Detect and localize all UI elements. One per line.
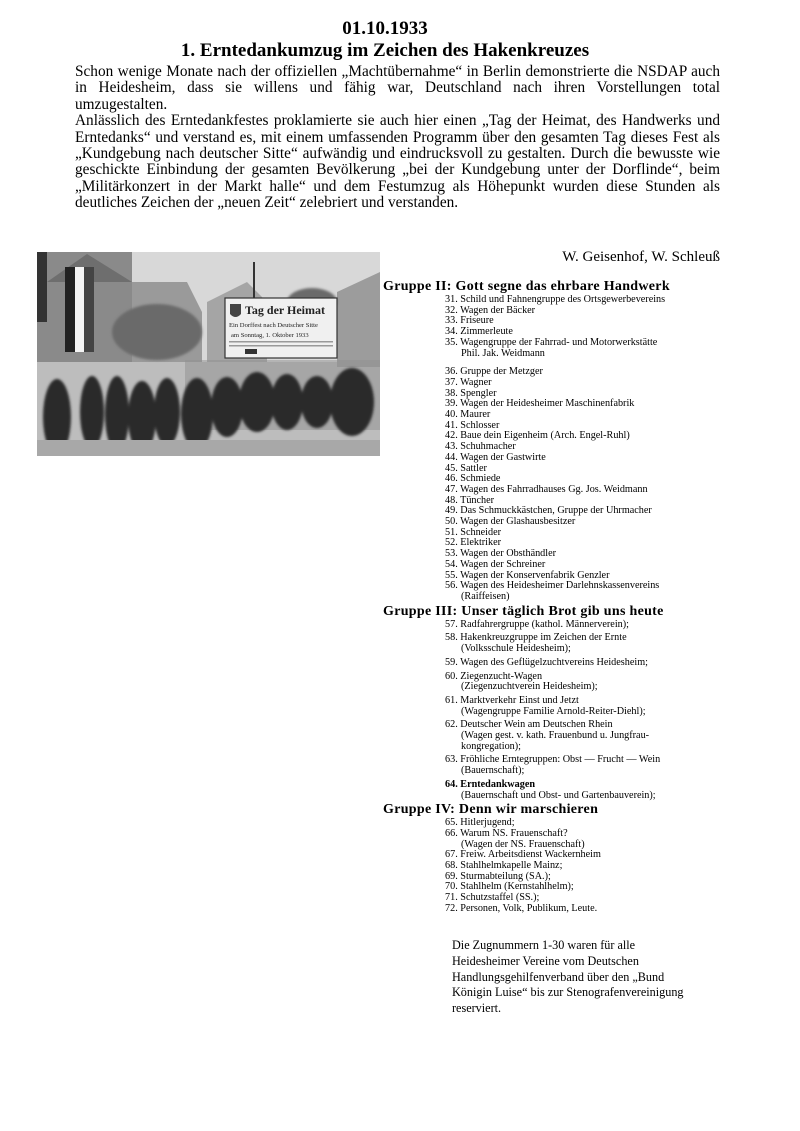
- program-item: 72. Personen, Volk, Publikum, Leute.: [445, 902, 598, 914]
- program-item: 47. Wagen des Fahrradhauses Gg. Jos. Weidmann: [445, 483, 648, 495]
- program-item: 42. Baue dein Eigenheim (Arch. Engel-Ruhl): [445, 430, 630, 442]
- program-item: 63. Fröhliche Erntegruppen: Obst — Frucht — Wein: [445, 754, 661, 766]
- program-item-detail: (Raiffeisen): [461, 590, 510, 602]
- program-item: 67. Freiw. Arbeitsdienst Wackernheim: [445, 849, 601, 861]
- program-item: 60. Ziegenzucht-Wagen: [445, 670, 543, 682]
- program-item: 44. Wagen der Gastwirte: [445, 451, 546, 463]
- program-item: 64. Erntedankwagen: [445, 778, 536, 790]
- program-item-detail: (Bauernschaft);: [461, 765, 525, 777]
- paragraph: Anlässlich des Erntedankfestes proklamierte sie auch hier einen „Tag der Heimat, des Handwerks und Erntedanks“ und verstand es, mit einem umfassenden Programm über den gesamten Tag dieses Fest als „Kundgebung nach deutscher Sitte“ aufwändig und eindrucksvoll zu gestalten. Durch die bewusste wie geschickte Einbindung der gesamten Bevölkerung „bei der Kundgebung unter der Dorflinde“, beim „Militärkonzert in der Markt halle“ und dem Festumzug als Höhepunkt wurden diese Stunden als deutliches Zeichen der „neuen Zeit“ zelebriert und verstanden.: [75, 112, 720, 212]
- program-item-detail: (Wagen gest. v. kath. Frauenbund u. Jungfrau-: [461, 730, 650, 742]
- program-item: 33. Friseure: [445, 315, 494, 327]
- program-item: 59. Wagen des Geflügelzuchtvereins Heidesheim;: [445, 656, 648, 668]
- program-item: 69. Sturmabteilung (SA.);: [445, 870, 551, 882]
- program-item: 66. Warum NS. Frauenschaft?: [445, 827, 568, 839]
- program-item: 57. Radfahrergruppe (kathol. Männerverein);: [445, 618, 629, 630]
- paragraph: Schon wenige Monate nach der offiziellen „Machtübernahme“ in Berlin demonstrierte die NSDAP auch in Heidesheim, dass sie willens und fähig war, Deutschland nach ihren Vorstellungen total umzugestalten.: [75, 63, 720, 113]
- program-item: 41. Schlosser: [445, 419, 500, 431]
- date-heading: 01.10.1933: [342, 18, 428, 39]
- group-heading: Gruppe II: Gott segne das ehrbare Handwerk: [383, 279, 670, 294]
- program-item: 52. Elektriker: [445, 537, 502, 549]
- intro-text: [75, 64, 720, 212]
- program-item: 70. Stahlhelm (Kernstahlhelm);: [445, 881, 574, 893]
- program-item-detail: (Volksschule Heidesheim);: [461, 643, 571, 655]
- program-item: 48. Tüncher: [445, 494, 495, 506]
- program-item: 40. Maurer: [445, 409, 491, 421]
- group-heading: Gruppe III: Unser täglich Brot gib uns heute: [383, 603, 664, 619]
- historical-photo: [37, 252, 380, 456]
- program-item: 36. Gruppe der Metzger: [445, 366, 543, 378]
- program-item: 34. Zimmerleute: [445, 326, 513, 338]
- program-item: 62. Deutscher Wein am Deutschen Rhein: [445, 719, 613, 731]
- program-item: 56. Wagen des Heidesheimer Darlehnskassenvereins: [445, 580, 660, 592]
- program-item: 55. Wagen der Konservenfabrik Genzler: [445, 569, 610, 581]
- sign-title: Tag der Heimat: [245, 303, 325, 317]
- program-item: 45. Sattler: [445, 462, 487, 474]
- program-item: 50. Wagen der Glashausbesitzer: [445, 516, 576, 528]
- program-item-detail: (Bauernschaft und Obst- und Gartenbauverein);: [461, 789, 656, 801]
- page-title: 1. Erntedankumzug im Zeichen des Hakenkreuzes: [180, 40, 590, 61]
- sign-line: Ein Dorffest nach Deutscher Sitte: [229, 322, 318, 329]
- program-item: 49. Das Schmuckkästchen, Gruppe der Uhrmacher: [445, 505, 652, 517]
- parade-program: [383, 279, 728, 915]
- program-item: 51. Schneider: [445, 526, 502, 538]
- program-item: 58. Hakenkreuzgruppe im Zeichen der Ernte: [445, 632, 627, 644]
- group-heading: Gruppe IV: Denn wir marschieren: [383, 802, 599, 818]
- program-item: 43. Schuhmacher: [445, 441, 516, 453]
- program-item: 35. Wagengruppe der Fahrrad- und Motorwerkstätte: [445, 336, 658, 348]
- program-item: 54. Wagen der Schreiner: [445, 558, 546, 570]
- program-item: 46. Schmiede: [445, 473, 501, 485]
- program-item-detail: (Wagengruppe Familie Arnold-Reiter-Diehl);: [461, 705, 646, 717]
- program-item: 68. Stahlhelmkapelle Mainz;: [445, 860, 563, 872]
- program-item: 53. Wagen der Obsthändler: [445, 548, 557, 560]
- sign-line: am Sonntag, 1. Oktober 1933: [231, 332, 309, 339]
- program-item-detail: (Wagen der NS. Frauenschaft): [461, 838, 585, 850]
- program-item: 61. Marktverkehr Einst und Jetzt: [445, 694, 579, 706]
- program-item-detail: Phil. Jak. Weidmann: [461, 347, 545, 359]
- footnote: Die Zugnummern 1-30 waren für alle Heidesheimer Vereine vom Deutschen Handlungsgehilfenverband über den „Bund Königin Luise“ bis zur Stenografenvereinigung reserviert.: [452, 938, 684, 1016]
- program-item: 37. Wagner: [445, 376, 492, 388]
- program-item: 32. Wagen der Bäcker: [445, 304, 536, 316]
- program-item: 31. Schild und Fahnengruppe des Ortsgewerbevereins: [445, 294, 666, 305]
- program-item: 39. Wagen der Heidesheimer Maschinenfabrik: [445, 398, 635, 410]
- program-item: 71. Schutzstaffel (SS.);: [445, 892, 540, 904]
- authors: W. Geisenhof, W. Schleuß: [562, 249, 720, 265]
- program-item: 38. Spengler: [445, 387, 497, 399]
- program-item-detail: (Ziegenzuchtverein Heidesheim);: [461, 681, 598, 693]
- program-item: 65. Hitlerjugend;: [445, 817, 515, 829]
- program-item-detail: kongregation);: [461, 740, 521, 752]
